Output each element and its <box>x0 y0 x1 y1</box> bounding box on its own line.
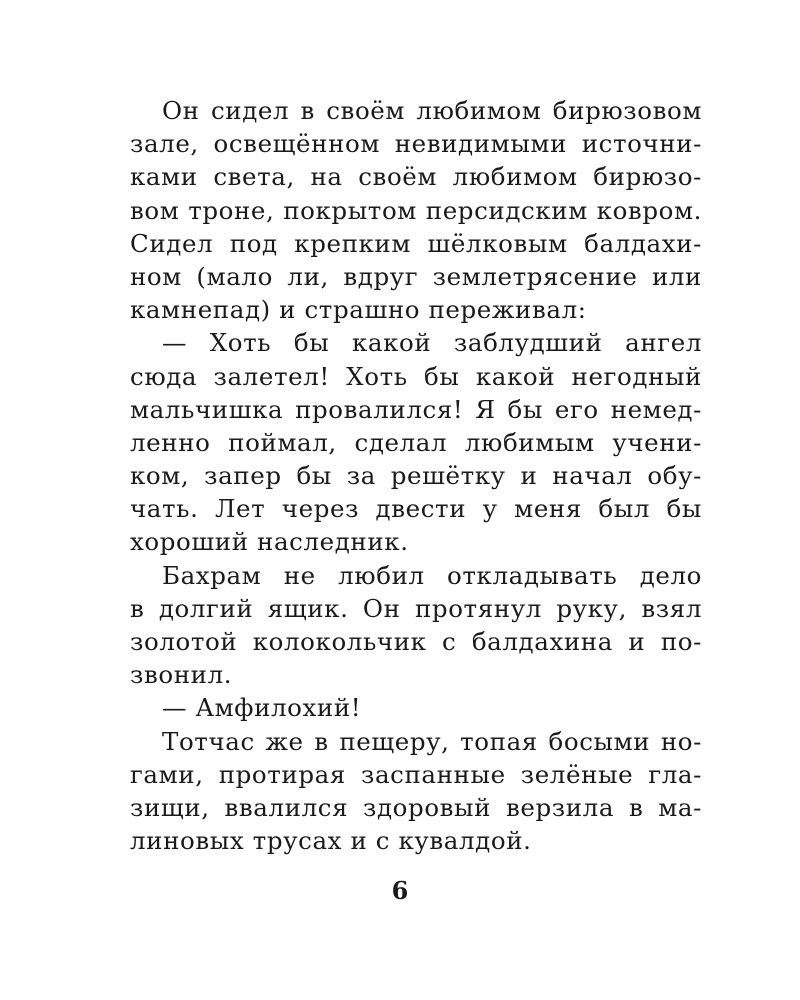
paragraph <box>130 725 702 858</box>
text-line: гами, протирая заспанные зелёные гла- <box>130 759 702 789</box>
text-line: камнепад) и страшно переживал: <box>130 295 587 325</box>
text-line: Сидел под крепким шёлковым балдахи- <box>130 228 702 258</box>
text-line: сюда залетел! Хоть бы какой негодный <box>130 361 702 391</box>
text-line: золотой колокольчик с балдахина и по- <box>130 627 702 656</box>
text-line: чать. Лет через двести у меня был бы <box>130 494 702 524</box>
text-line: ком, запер бы за решётку и начал обу- <box>130 461 702 491</box>
text-line: хороший наследник. <box>130 527 409 557</box>
text-line: — Хоть бы какой заблудший ангел <box>162 328 702 358</box>
text-line: в долгий ящик. Он протянул руку, взял <box>130 593 702 623</box>
text-line: ном (мало ли, вдруг землетрясение или <box>130 261 702 291</box>
text-line: линовых трусах и с кувалдой. <box>130 826 532 856</box>
paragraph <box>130 559 702 692</box>
text-line: зале, освещённом невидимыми источни- <box>130 129 702 159</box>
text-line: — Амфилохий! <box>162 693 362 723</box>
text-line: Бахрам не любил откладывать дело <box>162 560 702 590</box>
paragraph <box>130 94 702 326</box>
paragraph <box>130 326 702 558</box>
text-line: Он сидел в своём любимом бирюзовом <box>162 96 702 125</box>
page-number: 6 <box>391 876 409 905</box>
text-line: зищи, ввалился здоровый верзила в ма- <box>130 792 702 822</box>
text-line: вом троне, покрытом персидским ковром. <box>130 195 702 225</box>
text-line: ленно поймал, сделал любимым учени- <box>130 427 702 457</box>
page-text <box>130 94 702 857</box>
text-line: ками света, на своём любимом бирюзо- <box>130 162 702 192</box>
text-line: мальчишка провалился! Я бы его немед- <box>130 394 702 424</box>
text-line: звонил. <box>130 660 233 690</box>
text-line: Тотчас же в пещеру, топая босыми но- <box>162 726 702 756</box>
paragraph <box>130 691 702 724</box>
